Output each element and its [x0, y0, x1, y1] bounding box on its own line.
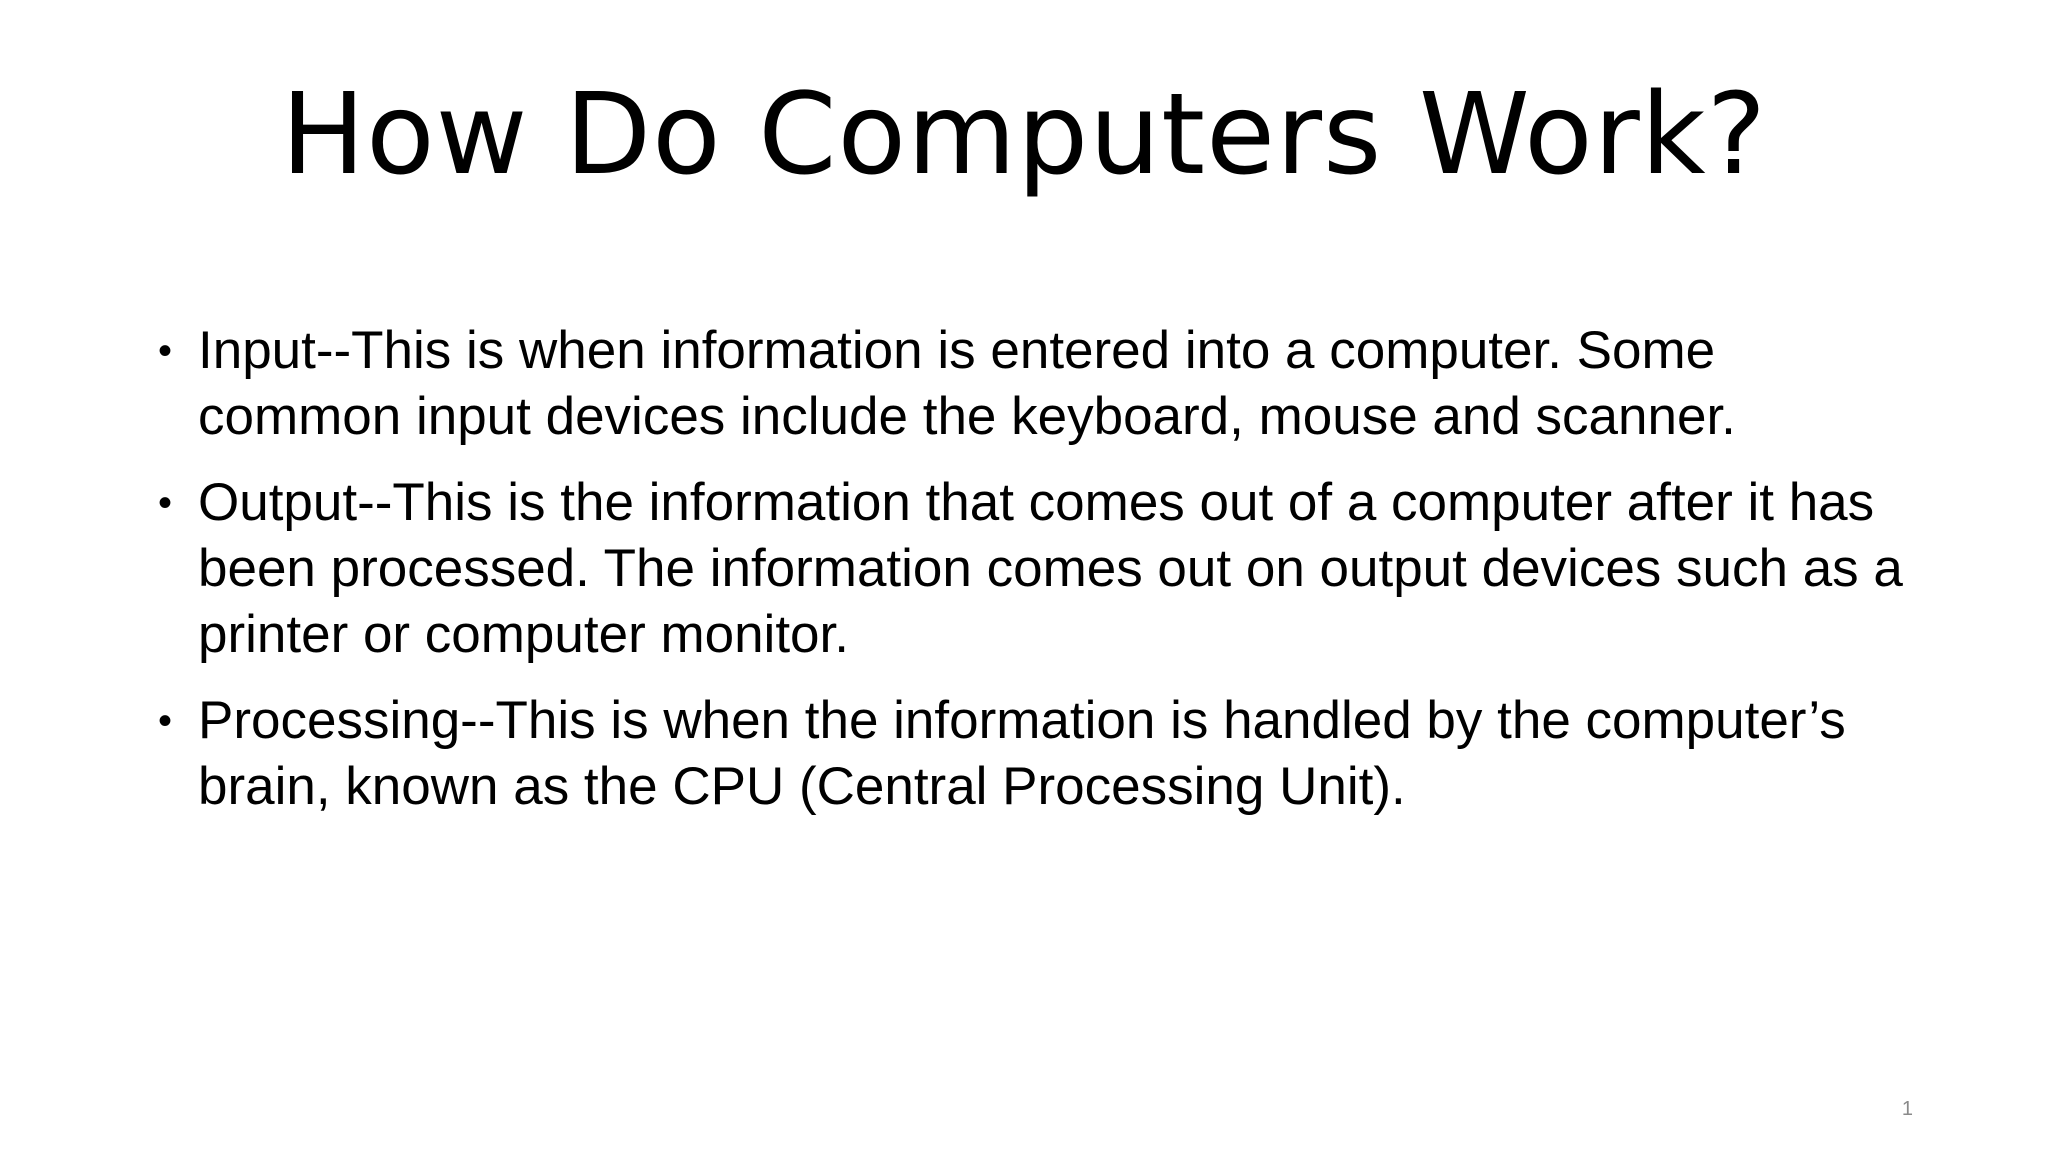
bullet-item-processing	[158, 688, 1918, 820]
bullet-icon: •	[158, 329, 173, 373]
bullet-list	[158, 318, 1918, 840]
bullet-icon: •	[158, 481, 173, 525]
bullet-item-input	[158, 318, 1918, 450]
bullet-text: Output--This is the information that comes out of a computer after it has been processed. The information comes out on output devices such as a printer or computer monitor.	[198, 473, 1903, 664]
bullet-icon: •	[158, 699, 173, 743]
bullet-item-output	[158, 470, 1918, 668]
slide-title: How Do Computers Work?	[280, 70, 1768, 200]
slide-number: 1	[1901, 1098, 1913, 1120]
bullet-text: Input--This is when information is entered into a computer. Some common input devices include the keyboard, mouse and scanner.	[198, 321, 1736, 446]
bullet-text: Processing--This is when the information is handled by the computer’s brain, known as the CPU (Central Processing Unit).	[198, 691, 1846, 816]
